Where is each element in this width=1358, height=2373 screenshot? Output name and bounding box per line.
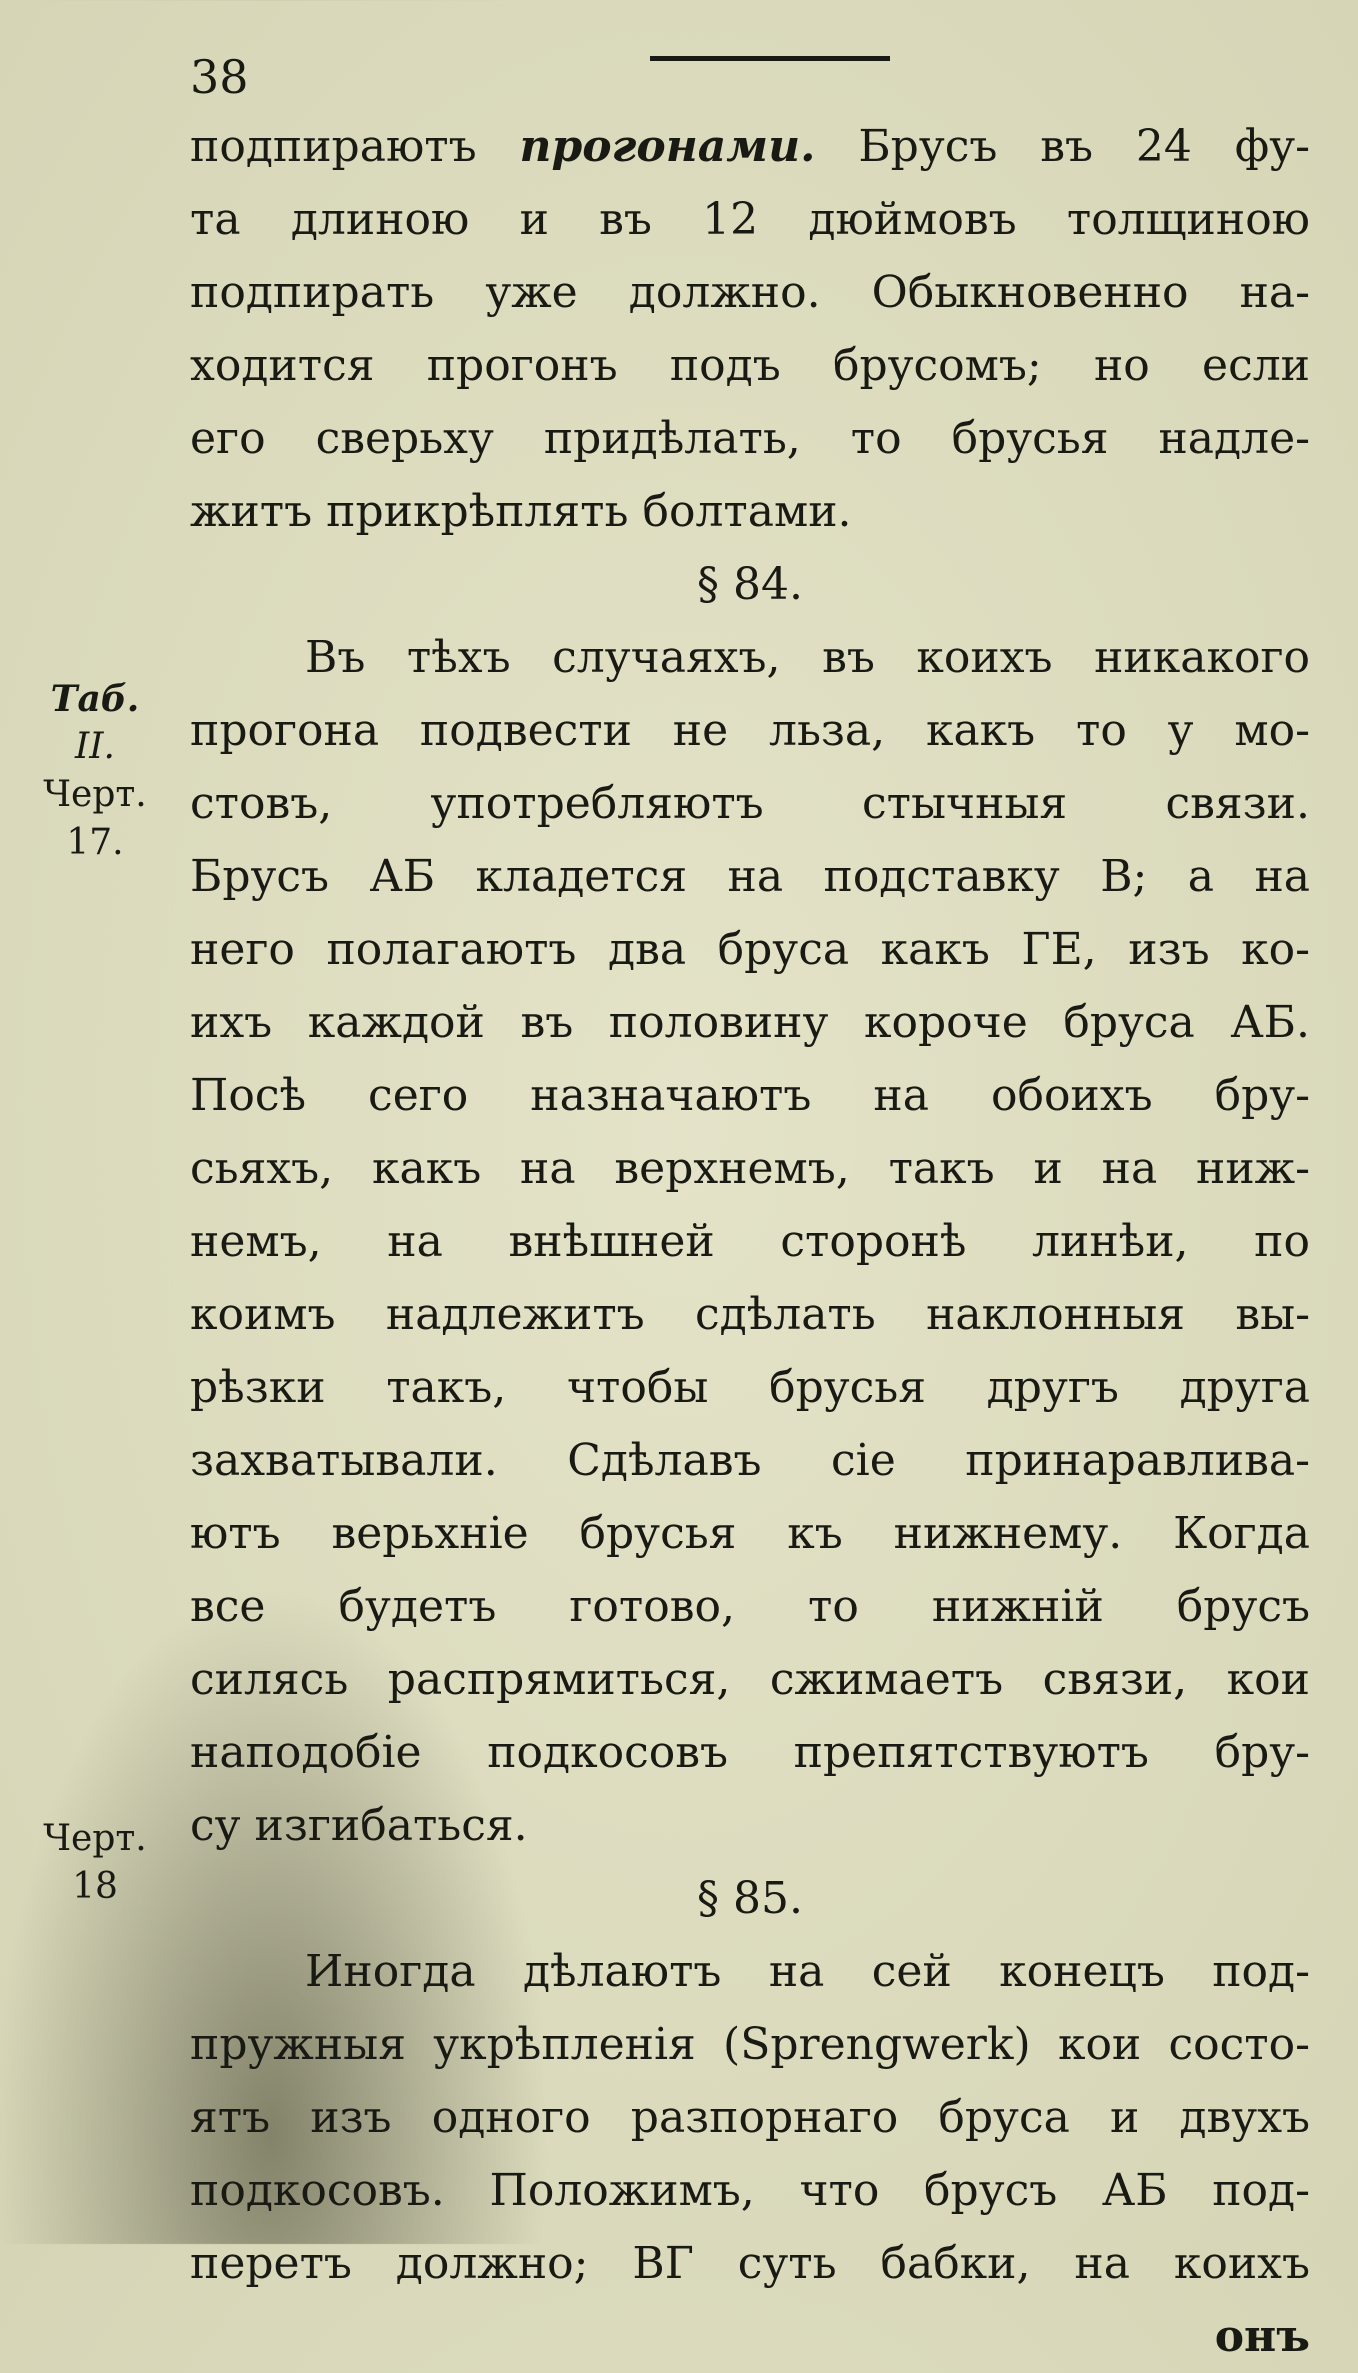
section-heading-84: § 84. [697,559,803,610]
page-number: 38 [190,50,249,104]
text-line: силясь распрямиться, сжимаетъ связи, кои [190,1654,1310,1705]
text-line: та длиною и въ 12 дюймовъ толщиною [190,194,1310,245]
paragraph-3 [190,1935,1310,2373]
page-body [190,110,1310,2373]
text-line: су изгибаться. [190,1800,528,1851]
margin-note-line: Черт. [43,1818,147,1859]
text-line: наподобіе подкосовъ препятствуютъ бру- [190,1727,1310,1778]
margin-note-table-ref [20,675,170,867]
text-line: подпираютъ прогонами. Брусъ въ 24 фу- [190,121,1310,172]
text-line: захватывали. Сдѣлавъ сіе принаравлива- [190,1435,1310,1486]
section-heading-85: § 85. [697,1873,803,1924]
text-line: Иногда дѣлаютъ на сей конецъ под- [305,1946,1310,1997]
text-line: все будетъ готово, то нижній брусъ [190,1581,1310,1632]
text-line: пружныя укрѣпленія (Sprengwerk) кои состо- [190,2019,1310,2070]
text-line: его сверьху придѣлать, то брусья надле- [190,413,1310,464]
paragraph-2 [190,621,1310,1862]
text-line: сьяхъ, какъ на верхнемъ, такъ и на ниж- [190,1143,1310,1194]
text-line: ходится прогонъ подъ брусомъ; но если [190,340,1310,391]
margin-note-line: 18 [72,1866,118,1907]
text-line: Въ тѣхъ случаяхъ, въ коихъ никакого [305,632,1310,683]
text-line: коимъ надлежитъ сдѣлать наклонныя вы- [190,1289,1310,1340]
margin-note-figure-ref [20,1815,170,1911]
paragraph-1 [190,110,1310,548]
text-line: ютъ верьхніе брусья къ нижнему. Когда [190,1508,1310,1559]
text-line: ихъ каждой въ половину короче бруса АБ. [190,997,1310,1048]
text-line: рѣзки такъ, чтобы брусья другъ друга [190,1362,1310,1413]
text-line: житъ прикрѣплять болтами. [190,486,852,537]
margin-note-line: Черт. [43,774,147,815]
text-line: него полагаютъ два бруса какъ ГЕ, изъ ко- [190,924,1310,975]
text-line: ятъ изъ одного разпорнаго бруса и двухъ [190,2092,1310,2143]
text-line: перетъ должно; ВГ суть бабки, на коихъ [190,2238,1310,2289]
margin-note-line: Таб. [50,678,140,720]
text-line: подкосовъ. Положимъ, что брусъ АБ под- [190,2165,1310,2216]
text-line: стовъ, употребляютъ стычныя связи. [190,778,1310,829]
text-line: Посѣ сего назначаютъ на обоихъ бру- [190,1070,1310,1121]
text-line: прогона подвести не льза, какъ то у мо- [190,705,1310,756]
margin-note-line: 17. [66,822,124,863]
text-line: Брусъ АБ кладется на подставку В; а на [190,851,1310,902]
catchword: онъ [1214,2311,1310,2362]
header-rule [650,56,890,61]
text-line: подпирать уже должно. Обыкновенно на- [190,267,1310,318]
text-line: немъ, на внѣшней сторонѣ линѣи, по [190,1216,1310,1267]
margin-note-line: II. [75,726,115,767]
